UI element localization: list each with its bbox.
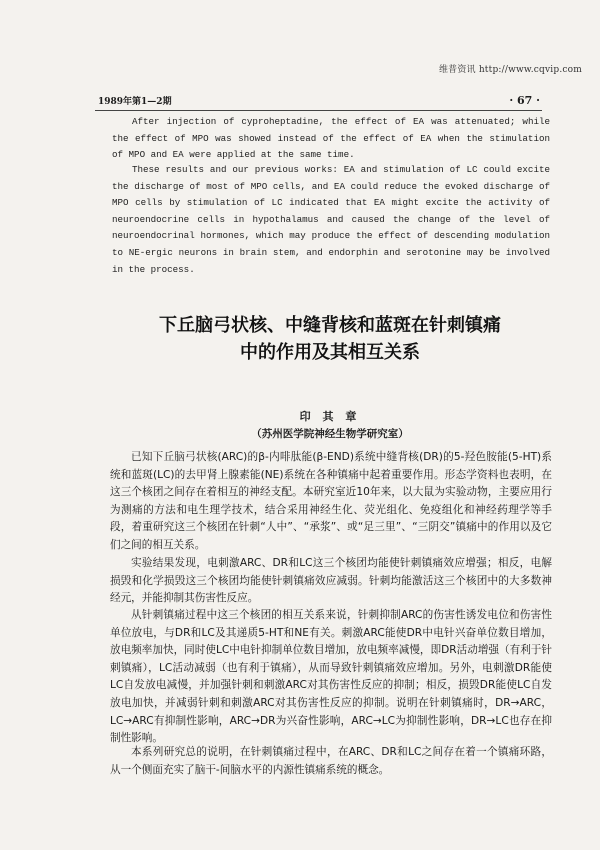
english-paragraph-1: After injection of cyproheptadine, the effect of EA was attenuated; while the effect of MPO was showed instead of the effect of EA when the stimulation of MPO and EA were applied at the same time. [112,116,550,161]
body-section-2 [110,555,552,608]
body-section-1 [110,449,552,555]
body-paragraph-3: 从针刺镇痛过程中这三个核团的相互关系来说，针刺抑制ARC的伤害性诱发电位和伤害性单位放电，与DR和LC及其递质5-HT和NE有关。刺激ARC能使DR中电针兴奋单位数目增加，放电频率加快，同时使LC中电针抑制单位数目增加，放电频率减慢，即DR活动增强（有利于针刺镇痛），LC活动减弱（也有利于镇痛），从而导致针刺镇痛效应增加。另外，电刺激DR能使LC自发放电减慢，并加强针刺和刺激ARC对其伤害性反应的抑制；相反，损毁DR能使LC自发放电加快，并减弱针刺和刺激ARC对其伤害性反应的抑制。说明在针刺镇痛时，DR→ARC，LC→ARC有抑制性影响，ARC→DR为兴奋性影响，ARC→LC为抑制性影响，DR→LC也存在抑制性影响。 [110,609,552,745]
article-title [110,312,550,366]
title-line-2: 中的作用及其相互关系 [240,342,420,363]
author-name: 印 其 章 [299,410,361,423]
body-paragraph-2: 实验结果发现，电刺激ARC、DR和LC这三个核团均能使针刺镇痛效应增强；相反，电解损毁和化学损毁这三个核团均能使针刺镇痛效应减弱。针刺均能激活这三个核团中的大多数神经元，并能抑制其伤害性反应。 [110,557,552,605]
body-paragraph-4: 本系列研究总的说明，在针刺镇痛过程中，在ARC、DR和LC之间存在着一个镇痛环路，从一个侧面充实了脑干-间脑水平的内源性镇痛系统的概念。 [110,746,552,776]
english-paragraph-2: These results and our previous works: EA and stimulation of LC could excite the discharge of most of MPO cells, and EA could reduce the evoked discharge of MPO cells by stimulation of LC indicated that EA might excite the activity of neuroendocrine cells in hypothalamus and caused the change of the level of neuroendocrinal hormones, which may produce the effect of descending modulation to NE-ergic neurons in brain stem, and endorphin and serotonine may be involved in the process. [112,164,550,275]
author-affiliation: （苏州医学院神经生物学研究室） [251,428,409,440]
running-head [98,92,540,108]
title-line-1: 下丘脑弓状核、中缝背核和蓝斑在针刺镇痛 [159,315,501,336]
issue-label: 1989年第1—2期 [98,96,172,107]
page-number: · 67 · [509,93,540,107]
body-paragraph-1: 已知下丘脑弓状核(ARC)的β-内啡肽能(β-END)系统中缝背核(DR)的5-羟色胺能(5-HT)系统和蓝斑(LC)的去甲肾上腺素能(NE)系统在各种镇痛中起着重要作用。形态学资料也表明，在这三个核团之间存在着相互的神经支配。本研究室近10年来，以大鼠为实验动物，主要应用行为测痛的方法和电生理学技术，结合采用神经生化、荧光组化、免疫组化和神经药理学等手段，着重研究这三个核团在针刺“人中”、“承浆”、或“足三里”、“三阴交”镇痛中的作用以及它们之间的相互关系。 [110,451,552,551]
header-rule [95,110,542,111]
english-abstract-conclusion [112,162,550,278]
body-section-3 [110,607,552,748]
english-abstract-continued [112,114,550,164]
body-section-4 [110,744,552,779]
watermark-text: 维普资讯 http://www.cqvip.com [438,65,582,75]
